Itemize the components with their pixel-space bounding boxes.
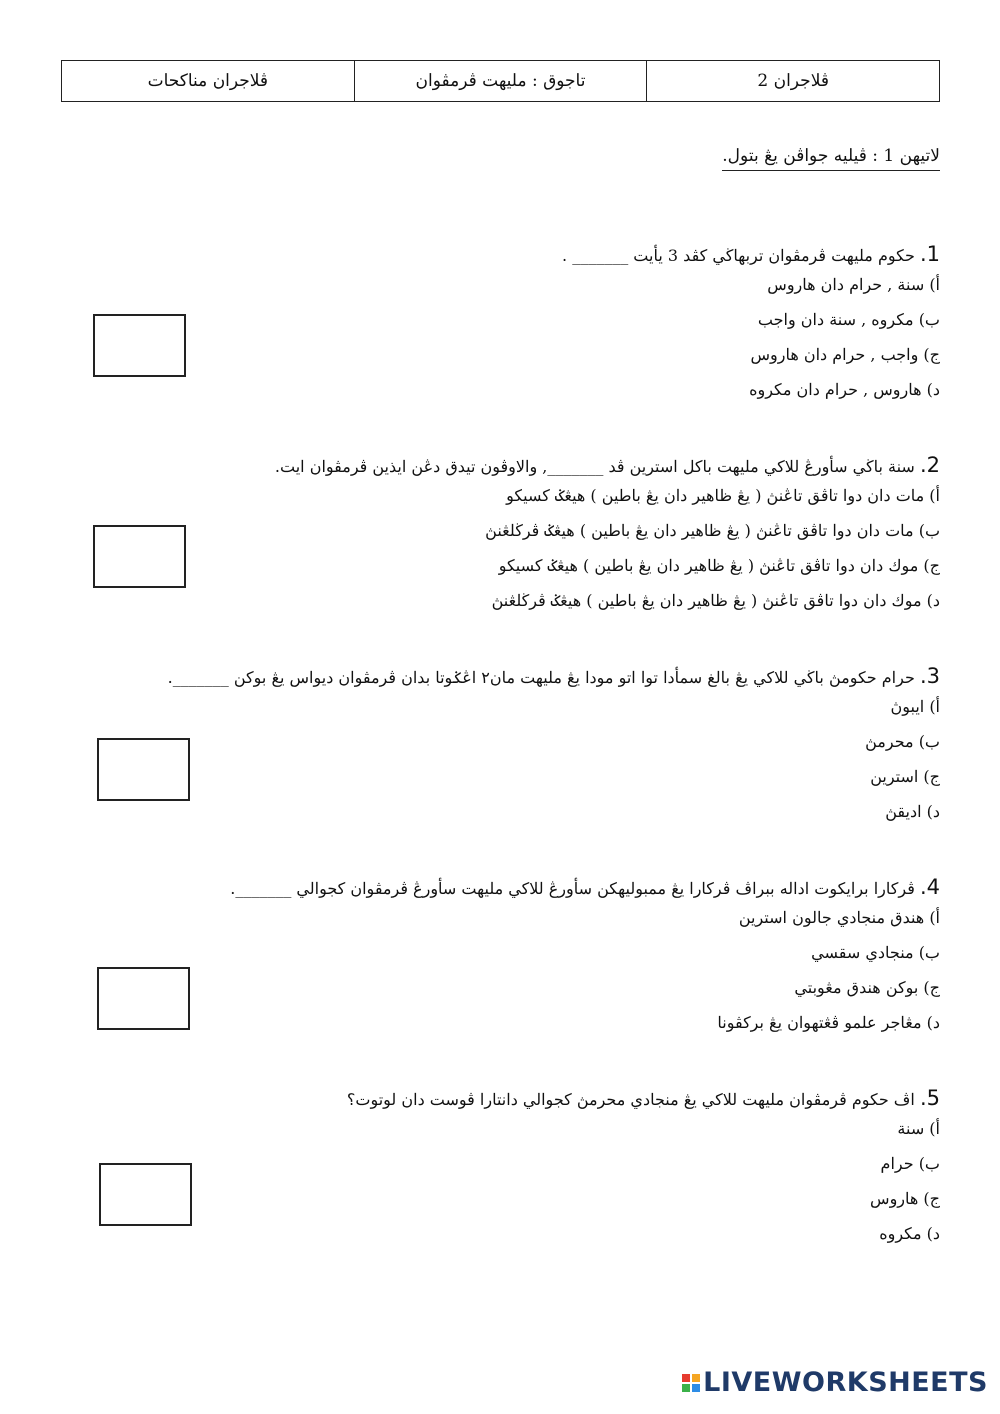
option-b: ب) مات دان دوا تاڤق تاڠنڽ ( يڠ ظاهير دان يڠ باطين ) هيڠݢ ڤرڬلڠنڽ bbox=[485, 521, 940, 540]
logo-square-blue bbox=[692, 1384, 700, 1392]
answer-box-3[interactable] bbox=[97, 738, 190, 801]
question-stem bbox=[347, 1087, 940, 1111]
logo-square-orange bbox=[692, 1374, 700, 1382]
answer-box-2[interactable] bbox=[93, 525, 186, 588]
answer-box-1[interactable] bbox=[93, 314, 186, 377]
option-c: ج) بوكن هندق مڠوبتي bbox=[794, 978, 940, 997]
header-cell-topic: تاجوق : مليهت ڤرمڤوان bbox=[354, 61, 647, 102]
answer-box-5[interactable] bbox=[99, 1163, 192, 1226]
question-text: اڤ حكوم ڤرمڤوان مليهت للاكي يڠ منجادي محرمڽ كجوالي دانتارا ڤوست دان لوتوت؟ bbox=[346, 1090, 915, 1109]
option-d: د) هاروس , حرام دان مكروه bbox=[749, 380, 940, 399]
header-table bbox=[61, 60, 940, 102]
question-3 bbox=[168, 665, 940, 829]
liveworksheets-logo bbox=[682, 1367, 988, 1398]
option-c: ج) واجب , حرام دان هاروس bbox=[750, 345, 940, 364]
option-c: ج) هاروس bbox=[870, 1189, 940, 1208]
option-a: أ) هندق منجادي جالون استرين bbox=[738, 908, 940, 927]
question-number: 2. bbox=[919, 453, 940, 477]
option-a: أ) سنة , حرام دان هاروس bbox=[767, 275, 940, 294]
option-list bbox=[562, 267, 940, 407]
logo-square-red bbox=[682, 1374, 690, 1382]
exercise-instruction: لاتيهن 1 : ڤيليه جواڤن يڠ بتول. bbox=[722, 146, 940, 171]
logo-text: LIVEWORKSHEETS bbox=[703, 1367, 988, 1398]
question-4 bbox=[230, 876, 940, 1040]
option-a: أ) ايبوڽ bbox=[890, 697, 940, 716]
option-list bbox=[275, 478, 940, 618]
question-number: 1. bbox=[919, 242, 940, 266]
option-d: د) اديقڽ bbox=[885, 802, 940, 821]
question-number: 4. bbox=[919, 875, 940, 899]
option-list bbox=[168, 689, 940, 829]
question-2 bbox=[275, 454, 940, 618]
question-text: ڤركارا برايكوت اداله ببراڤ ڤركارا يڠ ممبوليهكن سأورڠ للاكي مليهت سأورڠ ڤرمڤوان كجوالي _______. bbox=[230, 879, 915, 898]
option-b: ب) محرمڽ bbox=[865, 732, 940, 751]
answer-box-4[interactable] bbox=[97, 967, 190, 1030]
logo-square-green bbox=[682, 1384, 690, 1392]
option-list bbox=[230, 900, 940, 1040]
option-a: أ) مات دان دوا تاڤق تاڠنڽ ( يڠ ظاهير دان يڠ باطين ) هيڠݢ كسيكو bbox=[506, 486, 940, 505]
question-stem bbox=[168, 665, 940, 689]
question-stem bbox=[275, 454, 940, 478]
option-c: ج) استرين bbox=[870, 767, 940, 786]
option-list bbox=[347, 1111, 940, 1251]
question-text: حكوم مليهت ڤرمڤوان تربهاڬي كڤد 3 يأيت _______ . bbox=[562, 246, 915, 265]
option-c: ج) موك دان دوا تاڤق تاڠنڽ ( يڠ ظاهير دان يڠ باطين ) هيڠݢ كسيكو bbox=[498, 556, 940, 575]
option-d: د) مڠاجر علمو ڤڠتهوان يڠ بركڤونا bbox=[717, 1013, 940, 1032]
option-a: أ) سنة bbox=[897, 1119, 940, 1138]
question-number: 3. bbox=[919, 664, 940, 688]
option-d: د) مكروه bbox=[879, 1224, 940, 1243]
question-stem bbox=[230, 876, 940, 900]
question-1 bbox=[562, 243, 940, 407]
logo-grid-icon bbox=[682, 1374, 700, 1392]
question-5 bbox=[347, 1087, 940, 1251]
option-d: د) موك دان دوا تاڤق تاڠنڽ ( يڠ ظاهير دان يڠ باطين ) هيڠݢ ڤرڬلڠنڽ bbox=[491, 591, 940, 610]
question-text: حرام حكومڽ باڬي للاكي يڠ بالغ سمأدا توا اتو مودا يڠ مليهت مان٢ اڠݢوتا بدان ڤرمڤوان ديواس يڠ بوكن _______. bbox=[167, 668, 915, 687]
option-b: ب) حرام bbox=[880, 1154, 940, 1173]
option-b: ب) منجادي سقسي bbox=[811, 943, 940, 962]
question-number: 5. bbox=[919, 1086, 940, 1110]
header-cell-subject: ڤلاجران مناكحات bbox=[62, 61, 355, 102]
header-cell-lesson: ڤلاجران 2 bbox=[647, 61, 940, 102]
option-b: ب) مكروه , سنة دان واجب bbox=[757, 310, 940, 329]
question-stem bbox=[562, 243, 940, 267]
question-text: سنة باڬي سأورڠ للاكي مليهت باكل استرين ڤد _______, والاوڤون تيدق دڠن ايذين ڤرمڤوان ايت. bbox=[274, 457, 915, 476]
